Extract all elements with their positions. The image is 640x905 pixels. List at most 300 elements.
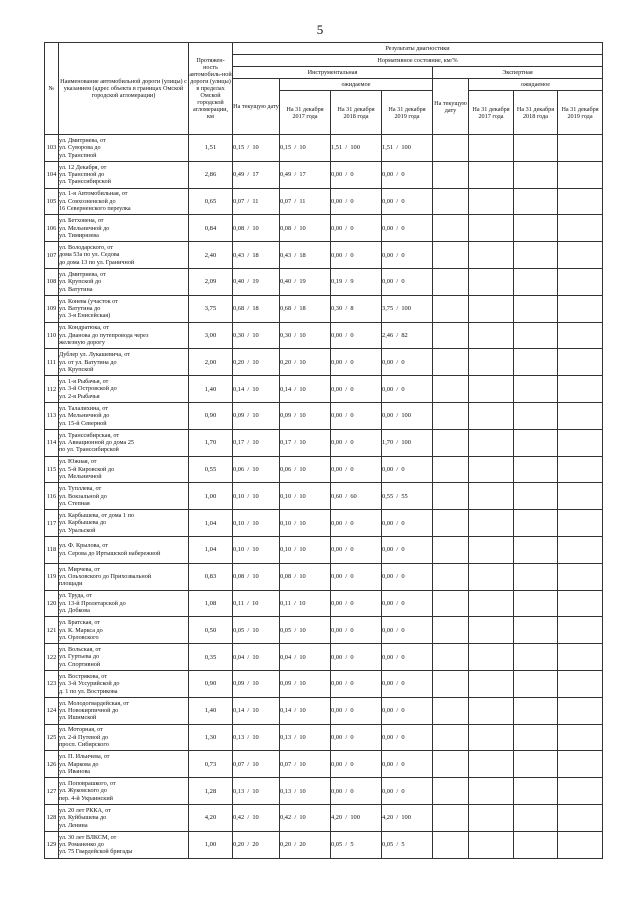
road-name-line: ул. Бетховена, от xyxy=(59,217,104,225)
expert-2018 xyxy=(514,349,558,376)
instr-2018: 0,00 / 0 xyxy=(331,161,382,188)
header-exp-2018: На 31 декабря 2018 года xyxy=(514,91,558,135)
expert-2018 xyxy=(514,242,558,269)
road-name xyxy=(59,563,189,590)
road-name-line: ул. Володарского, от xyxy=(59,243,113,251)
expert-current xyxy=(433,188,469,215)
expert-current xyxy=(433,831,469,858)
expert-2018 xyxy=(514,135,558,162)
header-exp-2017: На 31 декабря 2017 года xyxy=(469,91,514,135)
expert-2019 xyxy=(558,242,603,269)
header-results: Результаты диагностики xyxy=(233,43,603,55)
row-number: 124 xyxy=(45,697,59,724)
road-name xyxy=(59,456,189,483)
expert-2018 xyxy=(514,161,558,188)
expert-2019 xyxy=(558,215,603,242)
expert-2018 xyxy=(514,456,558,483)
instr-2019: 0,00 / 0 xyxy=(382,724,433,751)
road-name-line: ул. 75 Гвардейской бригады xyxy=(59,848,133,856)
instr-2018: 0,00 / 0 xyxy=(331,215,382,242)
road-name xyxy=(59,349,189,376)
expert-2019 xyxy=(558,670,603,697)
expert-2017 xyxy=(469,188,514,215)
table-row xyxy=(45,135,603,162)
row-number: 107 xyxy=(45,242,59,269)
instr-2017: 0,10 / 10 xyxy=(280,510,331,537)
road-name xyxy=(59,135,189,162)
row-number: 105 xyxy=(45,188,59,215)
instr-current: 0,14 / 10 xyxy=(233,697,280,724)
table-row xyxy=(45,510,603,537)
expert-current xyxy=(433,268,469,295)
expert-current xyxy=(433,135,469,162)
road-name-line: ул. Маркова до xyxy=(59,760,99,768)
expert-2019 xyxy=(558,429,603,456)
road-name-line: ул. Уральской xyxy=(59,526,96,534)
instr-2017: 0,04 / 10 xyxy=(280,644,331,671)
road-name-line: ул. Труда, от xyxy=(59,592,92,600)
instr-current: 0,14 / 10 xyxy=(233,376,280,403)
expert-current xyxy=(433,510,469,537)
road-name-line: ул. Серова до Иртышской набережной xyxy=(59,549,161,557)
expert-current xyxy=(433,724,469,751)
expert-2018 xyxy=(514,376,558,403)
expert-current xyxy=(433,242,469,269)
instr-current: 0,30 / 10 xyxy=(233,322,280,349)
expert-2018 xyxy=(514,590,558,617)
table-row xyxy=(45,751,603,778)
road-name-line: ул. Дианова до путепровода через xyxy=(59,331,149,339)
road-name xyxy=(59,483,189,510)
instr-2017: 0,20 / 20 xyxy=(280,831,331,858)
expert-current xyxy=(433,161,469,188)
instr-2019: 0,00 / 0 xyxy=(382,751,433,778)
row-number: 120 xyxy=(45,590,59,617)
expert-2019 xyxy=(558,617,603,644)
road-name-line: по ул. Транссибирской xyxy=(59,446,119,454)
instr-2019: 0,00 / 0 xyxy=(382,563,433,590)
instr-2018: 0,00 / 0 xyxy=(331,751,382,778)
road-length: 0,73 xyxy=(189,751,233,778)
road-length: 0,55 xyxy=(189,456,233,483)
row-number: 109 xyxy=(45,295,59,322)
road-name-line: ул. 12 Декабря, от xyxy=(59,163,107,171)
instr-2018: 0,00 / 0 xyxy=(331,724,382,751)
expert-2017 xyxy=(469,697,514,724)
table-row xyxy=(45,268,603,295)
expert-2018 xyxy=(514,510,558,537)
road-name-line: ул. от ул. Ватутина до xyxy=(59,358,117,366)
expert-current xyxy=(433,215,469,242)
road-length: 1,40 xyxy=(189,376,233,403)
expert-2017 xyxy=(469,778,514,805)
instr-2017: 0,08 / 10 xyxy=(280,215,331,242)
row-number: 113 xyxy=(45,402,59,429)
instr-2018: 0,00 / 0 xyxy=(331,697,382,724)
road-name-line: ул. Транссибирская, от xyxy=(59,431,120,439)
expert-2017 xyxy=(469,215,514,242)
table-row xyxy=(45,349,603,376)
expert-2018 xyxy=(514,831,558,858)
road-length: 3,75 xyxy=(189,295,233,322)
table-row xyxy=(45,429,603,456)
road-name-line: ул. 30 лет ВЛКСМ, от xyxy=(59,833,117,841)
road-name-line: пер. 4-й Украинский xyxy=(59,794,113,802)
instr-2017: 0,20 / 10 xyxy=(280,349,331,376)
road-name-line: ул. Поповрашкого, от xyxy=(59,779,116,787)
road-length: 1,00 xyxy=(189,483,233,510)
road-name-line: ул. Братская, от xyxy=(59,619,101,627)
expert-2018 xyxy=(514,697,558,724)
road-length: 1,30 xyxy=(189,724,233,751)
road-name-line: ул. Карбышева, от дома 1 по xyxy=(59,511,134,519)
row-number: 117 xyxy=(45,510,59,537)
instr-2019: 0,00 / 0 xyxy=(382,456,433,483)
road-name-line: ул. Романенко до xyxy=(59,840,104,848)
expert-2019 xyxy=(558,402,603,429)
road-name-line: ул. Жуковского до xyxy=(59,787,107,795)
instr-2018: 0,00 / 0 xyxy=(331,563,382,590)
road-name xyxy=(59,670,189,697)
expert-2018 xyxy=(514,670,558,697)
road-name xyxy=(59,402,189,429)
road-length: 2,40 xyxy=(189,242,233,269)
expert-2019 xyxy=(558,563,603,590)
instr-current: 0,49 / 17 xyxy=(233,161,280,188)
instr-2017: 0,17 / 10 xyxy=(280,429,331,456)
road-name-line: ул. Ф. Крылова, от xyxy=(59,542,108,550)
instr-2019: 0,00 / 0 xyxy=(382,670,433,697)
road-name-line: ул. Спортивной xyxy=(59,660,101,668)
instr-2019: 0,00 / 0 xyxy=(382,161,433,188)
expert-2019 xyxy=(558,644,603,671)
row-number: 114 xyxy=(45,429,59,456)
instr-2018: 0,00 / 0 xyxy=(331,349,382,376)
instr-2018: 0,00 / 0 xyxy=(331,429,382,456)
instr-current: 0,07 / 10 xyxy=(233,751,280,778)
instr-2018: 0,00 / 0 xyxy=(331,510,382,537)
instr-2017: 0,06 / 10 xyxy=(280,456,331,483)
expert-2019 xyxy=(558,724,603,751)
expert-current xyxy=(433,804,469,831)
instr-2019: 0,00 / 0 xyxy=(382,644,433,671)
expert-2018 xyxy=(514,563,558,590)
road-name xyxy=(59,215,189,242)
table-row xyxy=(45,831,603,858)
road-length: 2,09 xyxy=(189,268,233,295)
instr-2018: 0,00 / 0 xyxy=(331,402,382,429)
road-name-line: ул. Куйбышева до xyxy=(59,814,107,822)
road-name xyxy=(59,376,189,403)
instr-2018: 0,00 / 0 xyxy=(331,590,382,617)
instr-2018: 0,00 / 0 xyxy=(331,670,382,697)
instr-2017: 0,40 / 19 xyxy=(280,268,331,295)
road-length: 1,70 xyxy=(189,429,233,456)
road-name-line: ул. 5-й Кировской до xyxy=(59,465,115,473)
table-body xyxy=(45,135,603,859)
road-name-line: Дублер ул. Лукашевича, от xyxy=(59,351,130,359)
road-name xyxy=(59,429,189,456)
header-instr-current: На текущую дату xyxy=(233,79,280,135)
instr-2017: 0,11 / 10 xyxy=(280,590,331,617)
header-instr-expected: ожидаемое xyxy=(280,79,433,91)
expert-2018 xyxy=(514,644,558,671)
road-length: 0,90 xyxy=(189,670,233,697)
road-name-line: ул. 2-й Путевой до xyxy=(59,733,109,741)
road-name-line: дома 53а по ул. Седова xyxy=(59,251,120,259)
expert-current xyxy=(433,295,469,322)
expert-current xyxy=(433,590,469,617)
instr-2019: 0,00 / 0 xyxy=(382,590,433,617)
table-row xyxy=(45,724,603,751)
road-name-line: ул. 3-я Енисейская) xyxy=(59,312,111,320)
instr-current: 0,13 / 10 xyxy=(233,778,280,805)
road-name-line: ул. Суворова до xyxy=(59,144,101,152)
instr-2018: 0,00 / 0 xyxy=(331,322,382,349)
expert-2017 xyxy=(469,402,514,429)
expert-2018 xyxy=(514,778,558,805)
row-number: 123 xyxy=(45,670,59,697)
instr-2017: 0,15 / 10 xyxy=(280,135,331,162)
road-name-line: ул. Мельничной до xyxy=(59,224,110,232)
expert-2018 xyxy=(514,751,558,778)
road-name-line: ул. Ватутина xyxy=(59,285,93,293)
table-row xyxy=(45,617,603,644)
instr-2017: 0,68 / 18 xyxy=(280,295,331,322)
instr-2019: 0,00 / 0 xyxy=(382,188,433,215)
expert-current xyxy=(433,456,469,483)
road-length: 2,86 xyxy=(189,161,233,188)
expert-2019 xyxy=(558,295,603,322)
road-name-line: ул. Мельничной xyxy=(59,473,102,481)
row-number: 125 xyxy=(45,724,59,751)
header-num: № xyxy=(45,43,59,135)
row-number: 112 xyxy=(45,376,59,403)
instr-2017: 0,07 / 10 xyxy=(280,751,331,778)
road-name-line: д. 1 по ул. Вострикова xyxy=(59,687,118,695)
road-length: 2,00 xyxy=(189,349,233,376)
road-name-line: ул. Гуртьева до xyxy=(59,653,100,661)
instr-2017: 0,14 / 10 xyxy=(280,697,331,724)
instr-2018: 0,60 / 60 xyxy=(331,483,382,510)
road-name-line: ул. Вокзальной до xyxy=(59,492,107,500)
expert-2018 xyxy=(514,617,558,644)
instr-2019: 0,00 / 0 xyxy=(382,349,433,376)
expert-current xyxy=(433,376,469,403)
instr-2018: 0,00 / 0 xyxy=(331,536,382,563)
row-number: 103 xyxy=(45,135,59,162)
expert-2017 xyxy=(469,804,514,831)
road-name-line: ул. Кондратюка, от xyxy=(59,324,109,332)
road-length: 1,51 xyxy=(189,135,233,162)
expert-2018 xyxy=(514,402,558,429)
expert-current xyxy=(433,349,469,376)
table-row xyxy=(45,804,603,831)
expert-2018 xyxy=(514,188,558,215)
road-name xyxy=(59,590,189,617)
expert-2017 xyxy=(469,644,514,671)
road-name xyxy=(59,778,189,805)
instr-2019: 4,20 / 100 xyxy=(382,804,433,831)
expert-2019 xyxy=(558,456,603,483)
expert-2019 xyxy=(558,322,603,349)
table-row xyxy=(45,563,603,590)
instr-2017: 0,49 / 17 xyxy=(280,161,331,188)
instr-2019: 0,00 / 0 xyxy=(382,536,433,563)
table-row xyxy=(45,376,603,403)
instr-current: 0,20 / 20 xyxy=(233,831,280,858)
instr-2017: 0,43 / 18 xyxy=(280,242,331,269)
instr-2017: 0,10 / 10 xyxy=(280,483,331,510)
instr-current: 0,68 / 18 xyxy=(233,295,280,322)
instr-current: 0,11 / 10 xyxy=(233,590,280,617)
road-name xyxy=(59,804,189,831)
header-exp-expected: ожидаемое xyxy=(469,79,603,91)
expert-2018 xyxy=(514,268,558,295)
road-name-line: ул. Добкова xyxy=(59,607,90,615)
instr-current: 0,07 / 11 xyxy=(233,188,280,215)
road-name xyxy=(59,536,189,563)
expert-2019 xyxy=(558,268,603,295)
expert-2019 xyxy=(558,161,603,188)
row-number: 104 xyxy=(45,161,59,188)
header-length: Протяжен-ность автомобиль-ной дороги (улицы) в пределах Омской городской агломерации, км xyxy=(189,43,233,135)
road-name-line: ул. Авиационной до дома 25 xyxy=(59,438,135,446)
instr-2017: 0,30 / 10 xyxy=(280,322,331,349)
row-number: 121 xyxy=(45,617,59,644)
road-name-line: ул. 1-я Автомобильная, от xyxy=(59,190,128,198)
road-name xyxy=(59,617,189,644)
instr-2018: 0,00 / 0 xyxy=(331,188,382,215)
table-row xyxy=(45,188,603,215)
expert-2017 xyxy=(469,563,514,590)
expert-2018 xyxy=(514,429,558,456)
road-name-line: ул. Транспной до xyxy=(59,170,105,178)
road-name-line: ул. Вольская, от xyxy=(59,645,102,653)
instr-2019: 0,00 / 0 xyxy=(382,376,433,403)
expert-current xyxy=(433,617,469,644)
instr-2018: 0,19 / 9 xyxy=(331,268,382,295)
instr-2018: 0,00 / 0 xyxy=(331,644,382,671)
row-number: 122 xyxy=(45,644,59,671)
expert-2017 xyxy=(469,376,514,403)
road-name-line: ул. 13-й Пролетарской до xyxy=(59,599,126,607)
header-expert: Экспертная xyxy=(433,67,603,79)
expert-current xyxy=(433,697,469,724)
road-name-line: ул. Новокирпичной до xyxy=(59,706,119,714)
expert-2019 xyxy=(558,188,603,215)
expert-2017 xyxy=(469,242,514,269)
instr-current: 0,40 / 19 xyxy=(233,268,280,295)
instr-2018: 1,51 / 100 xyxy=(331,135,382,162)
header-instr-2018: На 31 декабря 2018 года xyxy=(331,91,382,135)
expert-current xyxy=(433,429,469,456)
expert-current xyxy=(433,322,469,349)
instr-2019: 2,46 / 82 xyxy=(382,322,433,349)
road-name-line: ул. Транспной xyxy=(59,151,97,159)
road-name-line: ул. Степная xyxy=(59,499,90,507)
table-row xyxy=(45,697,603,724)
instr-current: 0,10 / 10 xyxy=(233,536,280,563)
instr-2017: 0,10 / 10 xyxy=(280,536,331,563)
road-name-line: ул. 3-й Уссурийской до xyxy=(59,680,120,688)
road-length: 0,35 xyxy=(189,644,233,671)
expert-2019 xyxy=(558,349,603,376)
instr-2019: 0,05 / 5 xyxy=(382,831,433,858)
road-length: 0,90 xyxy=(189,402,233,429)
expert-2018 xyxy=(514,536,558,563)
expert-2017 xyxy=(469,617,514,644)
instr-2019: 0,00 / 0 xyxy=(382,697,433,724)
expert-2017 xyxy=(469,510,514,537)
instr-current: 0,06 / 10 xyxy=(233,456,280,483)
instr-2019: 1,51 / 100 xyxy=(382,135,433,162)
instr-2018: 0,30 / 8 xyxy=(331,295,382,322)
expert-2017 xyxy=(469,322,514,349)
expert-2018 xyxy=(514,322,558,349)
table-row xyxy=(45,456,603,483)
expert-current xyxy=(433,778,469,805)
instr-2019: 1,70 / 100 xyxy=(382,429,433,456)
instr-current: 0,13 / 10 xyxy=(233,724,280,751)
instr-current: 0,42 / 10 xyxy=(233,804,280,831)
table-row xyxy=(45,295,603,322)
expert-2019 xyxy=(558,135,603,162)
road-length: 1,28 xyxy=(189,778,233,805)
road-name-line: ул. Ватутина до xyxy=(59,304,101,312)
header-exp-current: На текущую дату xyxy=(433,79,469,135)
expert-2019 xyxy=(558,778,603,805)
instr-2017: 0,13 / 10 xyxy=(280,778,331,805)
expert-2019 xyxy=(558,751,603,778)
expert-current xyxy=(433,563,469,590)
road-length: 1,00 xyxy=(189,831,233,858)
expert-2019 xyxy=(558,483,603,510)
road-name-line: ул. Ольховского до Прихозвальной xyxy=(59,572,152,580)
expert-2017 xyxy=(469,429,514,456)
instr-current: 0,05 / 10 xyxy=(233,617,280,644)
road-name-line: ул. Совхозненской до xyxy=(59,197,116,205)
road-name xyxy=(59,295,189,322)
instr-2017: 0,13 / 10 xyxy=(280,724,331,751)
road-length: 1,40 xyxy=(189,697,233,724)
road-name-line: ул. Молодогвардейская, от xyxy=(59,699,130,707)
expert-2017 xyxy=(469,456,514,483)
table-row xyxy=(45,536,603,563)
expert-2017 xyxy=(469,536,514,563)
instr-2019: 0,00 / 0 xyxy=(382,268,433,295)
instr-2017: 0,07 / 11 xyxy=(280,188,331,215)
row-number: 106 xyxy=(45,215,59,242)
instr-2017: 0,09 / 10 xyxy=(280,670,331,697)
diagnostics-table xyxy=(44,42,603,859)
road-name-line: ул. Иванова xyxy=(59,767,91,775)
row-number: 111 xyxy=(45,349,59,376)
road-name-line: до дома 13 по ул. Граничной xyxy=(59,258,135,266)
instr-2019: 0,00 / 100 xyxy=(382,402,433,429)
instr-current: 0,09 / 10 xyxy=(233,670,280,697)
instr-2018: 4,20 / 100 xyxy=(331,804,382,831)
road-name-line: железную дорогу xyxy=(59,339,105,347)
road-name-line: ул. Мирчева, от xyxy=(59,565,101,573)
row-number: 119 xyxy=(45,563,59,590)
expert-current xyxy=(433,483,469,510)
instr-current: 0,15 / 10 xyxy=(233,135,280,162)
road-name-line: ул. Конева (участок от xyxy=(59,297,118,305)
road-name xyxy=(59,268,189,295)
instr-2017: 0,42 / 10 xyxy=(280,804,331,831)
expert-2017 xyxy=(469,295,514,322)
